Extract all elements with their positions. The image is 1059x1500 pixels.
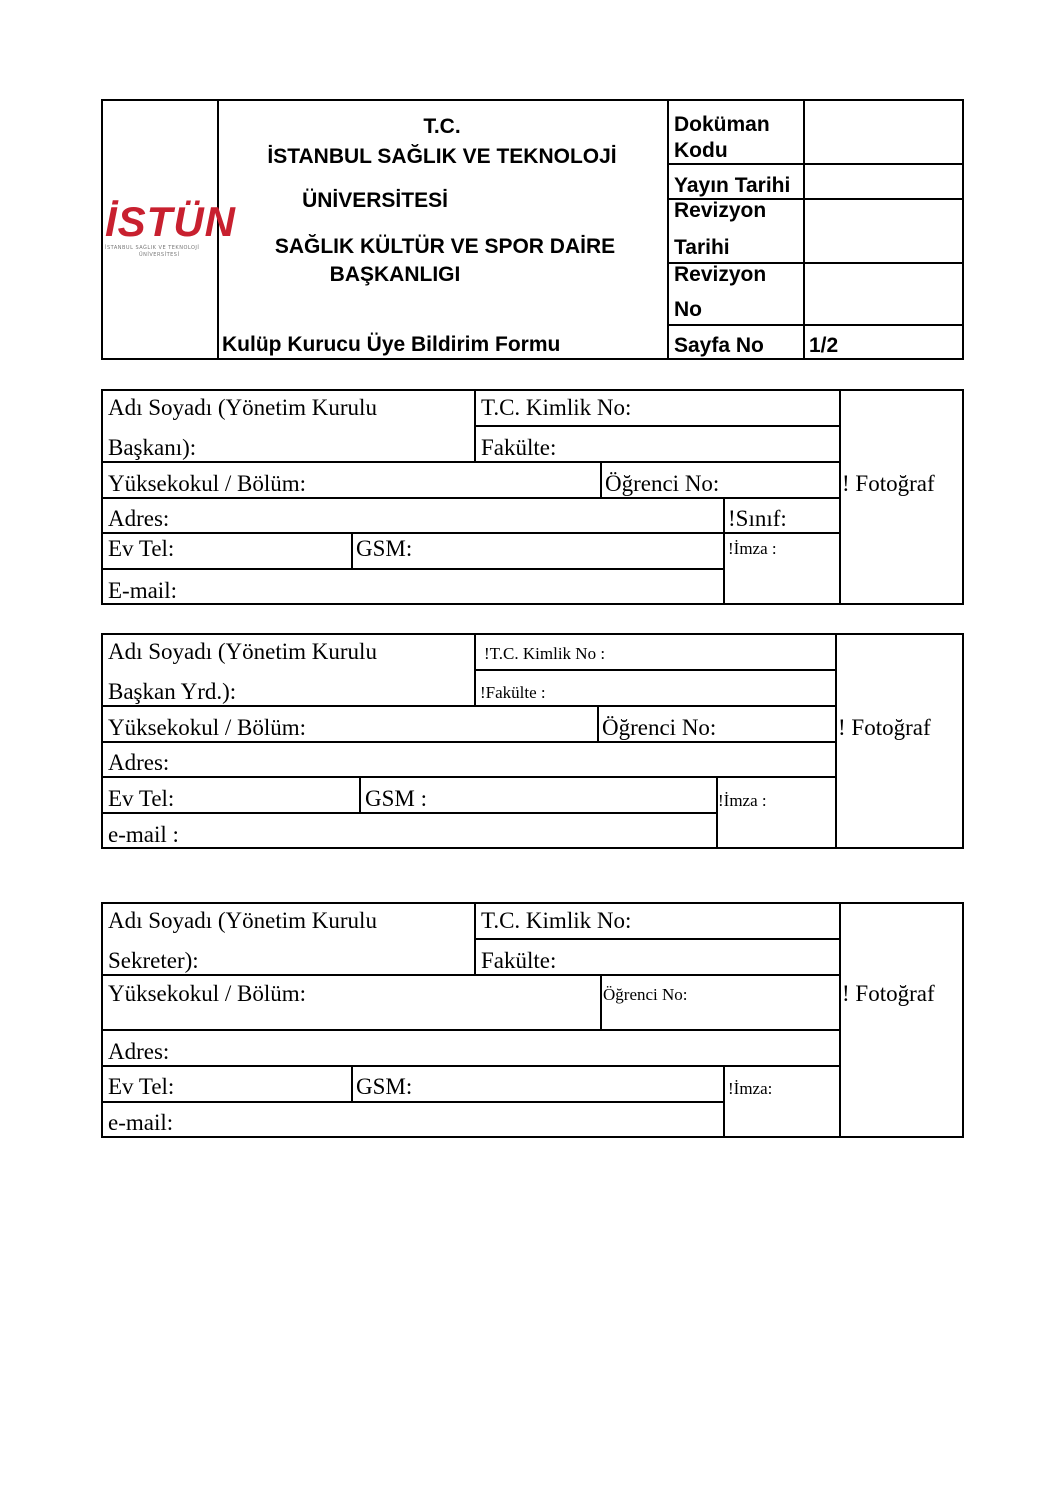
s2-email-label: e-mail : bbox=[108, 822, 179, 847]
header-department-line-2: BAŞKANLIGI bbox=[329, 263, 461, 286]
s3-student-no-label: Öğrenci No: bbox=[603, 985, 688, 1004]
s1-school-label: Yüksekokul / Bölüm: bbox=[108, 471, 307, 496]
s2-gsm-label: GSM : bbox=[365, 786, 427, 811]
rev-date-label-2: Tarihi bbox=[674, 236, 730, 259]
header-university-line-1: İSTANBUL SAĞLIK VE TEKNOLOJİ bbox=[267, 145, 617, 168]
s3-signature-label: !İmza: bbox=[728, 1079, 773, 1098]
s3-tc-label: T.C. Kimlik No: bbox=[481, 908, 632, 933]
s3-faculty-label: Fakülte: bbox=[481, 948, 557, 973]
rev-no-label-1: Revizyon bbox=[674, 263, 767, 286]
rev-date-label-1: Revizyon bbox=[674, 199, 767, 222]
header-department-line-1: SAĞLIK KÜLTÜR VE SPOR DAİRE bbox=[274, 235, 616, 258]
page-no-value: 1/2 bbox=[809, 334, 839, 357]
rev-no-label-2: No bbox=[674, 298, 702, 321]
s2-home-tel-label: Ev Tel: bbox=[108, 786, 175, 811]
s1-student-no-label: Öğrenci No: bbox=[605, 471, 720, 496]
s1-tc-label: T.C. Kimlik No: bbox=[481, 395, 632, 420]
header-university-line-2: ÜNİVERSİTESİ bbox=[302, 189, 448, 212]
s3-photo-label: ! Fotoğraf bbox=[842, 981, 935, 1006]
s2-tc-label: !T.C. Kimlik No : bbox=[484, 644, 606, 663]
s2-photo-label: ! Fotoğraf bbox=[838, 715, 931, 740]
s2-name-label-1: Adı Soyadı (Yönetim Kurulu bbox=[108, 639, 377, 664]
s3-address-label: Adres: bbox=[108, 1039, 170, 1064]
s1-email-label: E-mail: bbox=[108, 578, 177, 603]
s3-name-label-1: Adı Soyadı (Yönetim Kurulu bbox=[108, 908, 377, 933]
s3-email-label: e-mail: bbox=[108, 1110, 174, 1135]
logo-subtitle-line-1: İSTANBUL SAĞLIK VE TEKNOLOJİ bbox=[105, 245, 200, 251]
s3-school-label: Yüksekokul / Bölüm: bbox=[108, 981, 307, 1006]
logo bbox=[103, 195, 236, 265]
s2-address-label: Adres: bbox=[108, 750, 170, 775]
s1-home-tel-label: Ev Tel: bbox=[108, 536, 175, 561]
s3-name-label-2: Sekreter): bbox=[108, 948, 199, 973]
s2-signature-label: !İmza : bbox=[718, 791, 767, 810]
s1-photo-label: ! Fotoğraf bbox=[842, 471, 935, 496]
page-no-label: Sayfa No bbox=[674, 334, 764, 357]
s1-signature-label: !İmza : bbox=[728, 539, 777, 558]
s2-school-label: Yüksekokul / Bölüm: bbox=[108, 715, 307, 740]
s2-faculty-label: !Fakülte : bbox=[480, 683, 546, 702]
s2-name-label-2: Başkan Yrd.): bbox=[108, 679, 237, 704]
s1-address-label: Adres: bbox=[108, 506, 170, 531]
doc-code-label-2: Kodu bbox=[674, 139, 728, 162]
logo-wordmark: İSTÜN bbox=[105, 198, 236, 245]
s1-name-label-1: Adı Soyadı (Yönetim Kurulu bbox=[108, 395, 377, 420]
s1-faculty-label: Fakülte: bbox=[481, 435, 557, 460]
s2-student-no-label: Öğrenci No: bbox=[602, 715, 717, 740]
s3-home-tel-label: Ev Tel: bbox=[108, 1074, 175, 1099]
form-title: Kulüp Kurucu Üye Bildirim Formu bbox=[222, 333, 561, 356]
doc-code-label-1: Doküman bbox=[674, 113, 770, 136]
logo-subtitle-line-2: ÜNİVERSİTESİ bbox=[139, 252, 180, 258]
s1-name-label-2: Başkanı): bbox=[108, 435, 197, 460]
s1-gsm-label: GSM: bbox=[356, 536, 413, 561]
s3-gsm-label: GSM: bbox=[356, 1074, 413, 1099]
s1-class-label: !Sınıf: bbox=[728, 506, 787, 531]
pub-date-label: Yayın Tarihi bbox=[674, 174, 791, 197]
header-tc: T.C. bbox=[423, 115, 461, 138]
